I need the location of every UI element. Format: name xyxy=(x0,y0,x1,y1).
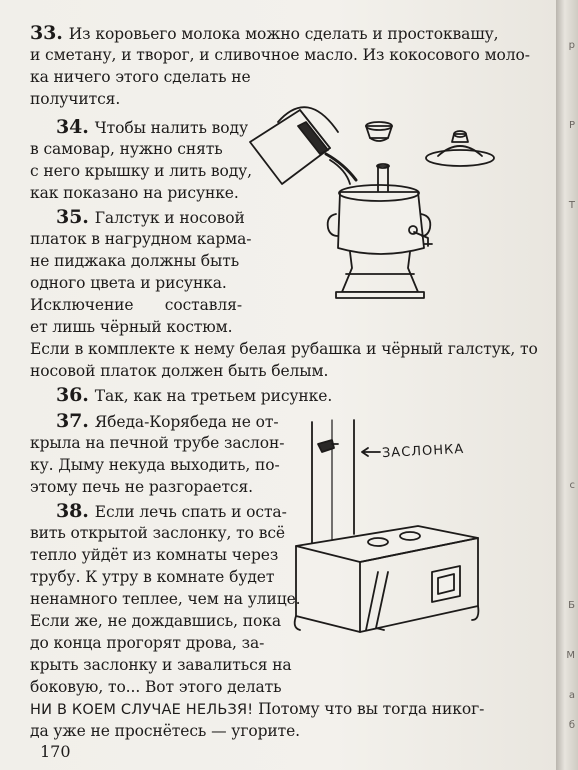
answer-35-line-4: одного цвета и рисунка. xyxy=(30,274,227,292)
answer-38-line-1: 38. Если лечь спать и оста- xyxy=(56,500,287,522)
answer-35-line-3: не пиджака должны быть xyxy=(30,252,240,270)
spine-mark: р xyxy=(568,40,575,51)
emphasis-caps: НИ В КОЕМ СЛУЧАЕ НЕЛЬЗЯ! xyxy=(30,702,254,718)
answer-37-line-3: ку. Дыму некуда выходить, по- xyxy=(30,456,280,474)
answer-35-line-5: Исключение составля- xyxy=(30,296,242,314)
spine-mark: с xyxy=(569,480,575,491)
answer-36: 36. Так, как на третьем рисунке. xyxy=(56,384,333,406)
answer-38-line-9: боковую, то... Вот этого делать xyxy=(30,678,282,696)
stove-label: ЗАСЛОНКА xyxy=(381,441,465,462)
answer-34-line-1: 34. Чтобы налить воду xyxy=(56,116,248,138)
answer-37-line-2: крыла на печной трубе заслон- xyxy=(30,434,285,452)
answer-38-line-11: да уже не проснётесь — угорите. xyxy=(30,722,301,740)
answer-34-line-4: как показано на рисунке. xyxy=(30,184,239,202)
answer-38-line-6: Если же, не дождавшись, пока xyxy=(30,612,281,630)
answer-38-line-7: до конца прогорят дрова, за- xyxy=(30,634,265,652)
spine-mark: М xyxy=(566,650,575,661)
answer-34-line-3: с него крышку и лить воду, xyxy=(30,162,253,180)
answer-35-line-2: платок в нагрудном карма- xyxy=(30,230,252,248)
answer-33-line-2: и сметану, и творог, и сливочное масло. Из кокосового моло- xyxy=(30,46,530,64)
page-number: 170 xyxy=(40,742,71,761)
answer-33-line-1: 33. Из коровьего молока можно сделать и простоквашу, xyxy=(30,22,499,44)
answer-37-line-1: 37. Ябеда-Корябеда не от- xyxy=(56,410,279,432)
samovar-illustration xyxy=(238,92,508,312)
answer-35-line-6: ет лишь чёрный костюм. xyxy=(30,318,233,336)
damper-icon xyxy=(318,440,338,452)
answer-38-line-4: трубу. К утру в комнате будет xyxy=(30,568,275,586)
answer-38-line-3: тепло уйдёт из комнаты через xyxy=(30,546,279,564)
answer-35-line-7: Если в комплекте к нему белая рубашка и чёрный галстук, то xyxy=(30,340,538,358)
spine-mark: а xyxy=(568,690,575,701)
answer-38-line-5: ненамного теплее, чем на улице. xyxy=(30,590,301,608)
facing-page-edge xyxy=(556,0,578,770)
bucket-icon xyxy=(250,107,338,184)
spine-mark: б xyxy=(568,720,575,731)
answer-33-line-4: получится. xyxy=(30,90,121,108)
answer-34-line-2: в самовар, нужно снять xyxy=(30,140,223,158)
spine-mark: Т xyxy=(568,200,575,211)
answer-35-line-8: носовой платок должен быть белым. xyxy=(30,362,329,380)
answer-33-line-3: ка ничего этого сделать не xyxy=(30,68,251,86)
answer-35-line-1: 35. Галстук и носовой xyxy=(56,206,245,228)
answer-38-line-10: НИ В КОЕМ СЛУЧАЕ НЕЛЬЗЯ! Потому что вы тогда никог- xyxy=(30,700,485,718)
spine-mark: Р xyxy=(568,120,575,131)
answer-38-line-2: вить открытой заслонку, то всё xyxy=(30,524,285,542)
answer-37-line-4: этому печь не разгорается. xyxy=(30,478,254,496)
spine-mark: Б xyxy=(568,600,575,611)
answer-38-line-8: крыть заслонку и завалиться на xyxy=(30,656,292,674)
